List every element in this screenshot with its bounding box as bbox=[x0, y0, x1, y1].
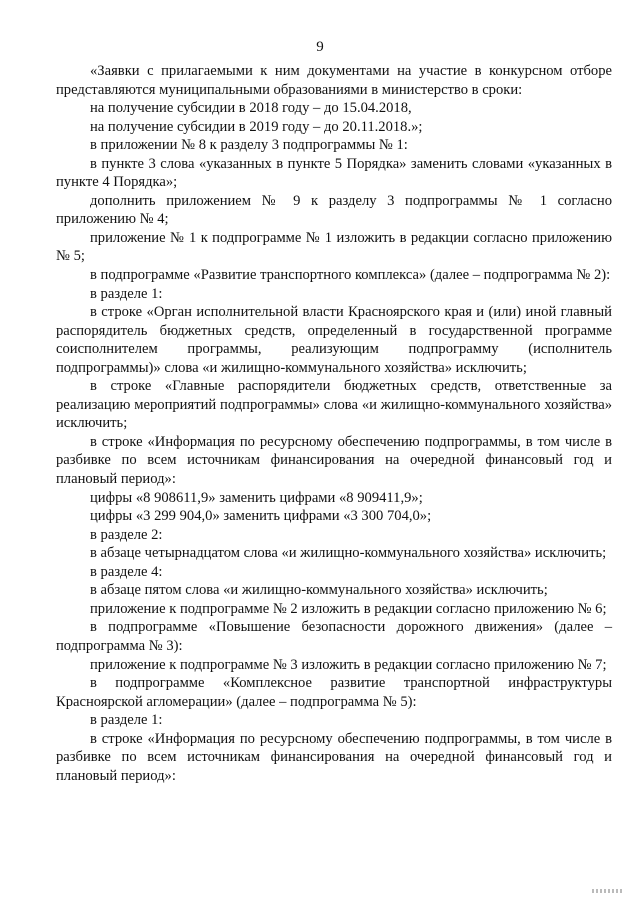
paragraph: в разделе 1: bbox=[90, 285, 163, 302]
paragraph: в абзаце четырнадцатом слова «и жилищно-коммунального хозяйства» исключить; bbox=[90, 545, 607, 562]
scan-mark bbox=[592, 889, 622, 893]
paragraph: в разделе 4: bbox=[90, 563, 163, 580]
paragraph: на получение субсидии в 2018 году – до 15.04.2018, bbox=[90, 100, 412, 117]
paragraph: в подпрограмме «Развитие транспортного комплекса» (далее – подпрограмма № 2): bbox=[90, 267, 611, 284]
paragraph: «Заявки с прилагаемыми к ним документами на участие в конкурсном отборе представляются муниципальными образованиями в министерство в сроки: bbox=[56, 63, 612, 98]
paragraph: в пункте 3 слова «указанных в пункте 5 Порядка» заменить словами «указанных в пункте 4 Порядка»; bbox=[56, 155, 612, 191]
paragraph: приложение № 1 к подпрограмме № 1 изложить в редакции согласно приложению № 5; bbox=[56, 229, 612, 265]
paragraph: в абзаце пятом слова «и жилищно-коммунального хозяйства» исключить; bbox=[90, 582, 548, 599]
paragraph: в подпрограмме «Повышение безопасности дорожного движения» (далее – подпрограмма № 3): bbox=[56, 619, 612, 654]
paragraph: в строке «Информация по ресурсному обеспечению подпрограммы, в том числе в разбивке по всем источникам финансирования на очередной финансовый год и плановый период»: bbox=[56, 433, 612, 488]
paragraph: в строке «Информация по ресурсному обеспечению подпрограммы, в том числе в разбивке по всем источникам финансирования на очередной финансовый год и плановый период»: bbox=[56, 730, 612, 784]
paragraph: в разделе 2: bbox=[90, 526, 163, 543]
paragraph: в приложении № 8 к разделу 3 подпрограммы № 1: bbox=[90, 137, 408, 154]
paragraph: на получение субсидии в 2019 году – до 20.11.2018.»; bbox=[90, 118, 423, 135]
paragraph: в подпрограмме «Комплексное развитие транспортной инфраструктуры Красноярской агломерации» (далее – подпрограмма № 5): bbox=[56, 675, 612, 710]
page-number: 9 bbox=[316, 39, 324, 55]
paragraph: цифры «8 908611,9» заменить цифрами «8 909411,9»; bbox=[90, 489, 423, 506]
paragraph: в разделе 1: bbox=[90, 712, 163, 729]
document-body bbox=[56, 62, 612, 785]
paragraph: дополнить приложением № 9 к разделу 3 подпрограммы № 1 согласно приложению № 4; bbox=[56, 192, 612, 228]
paragraph: цифры «3 299 904,0» заменить цифрами «3 300 704,0»; bbox=[90, 508, 432, 525]
paragraph: приложение к подпрограмме № 3 изложить в редакции согласно приложению № 7; bbox=[90, 656, 607, 673]
paragraph: приложение к подпрограмме № 2 изложить в редакции согласно приложению № 6; bbox=[90, 600, 607, 617]
paragraph: в строке «Главные распорядители бюджетных средств, ответственные за реализацию мероприятий подпрограммы» слова «и жилищно-коммунального хозяйства» исключить; bbox=[56, 378, 612, 432]
paragraph: в строке «Орган исполнительной власти Красноярского края и (или) иной главный распорядитель бюджетных средств, определенный в государственной программе соисполнителем программы, реализующим подпрограмму (исполнитель подпрограммы)» слова «и жилищно-коммунального хозяйства» исключить; bbox=[56, 304, 612, 376]
